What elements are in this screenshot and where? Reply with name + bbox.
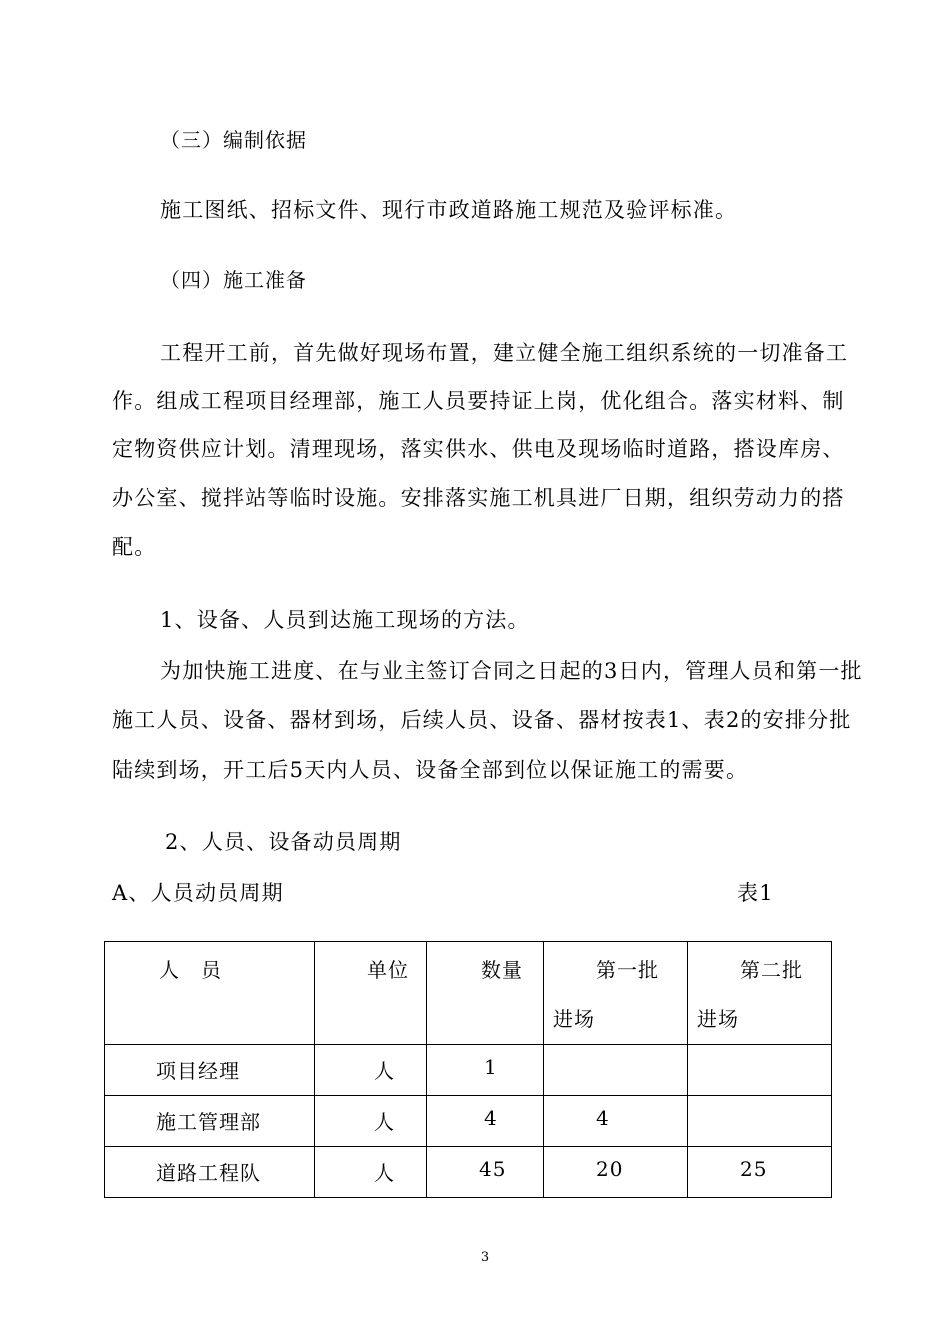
item-1-para-line-1: 为加快施工进度、在与业主签订合同之日起的3日内，管理人员和第一批 — [160, 659, 863, 683]
header-batch-2-line-1: 第二批 — [740, 958, 803, 982]
cell-personnel: 道路工程队 — [156, 1161, 261, 1185]
page-number: 3 — [480, 1250, 490, 1265]
section-4-heading: （四）施工准备 — [160, 268, 307, 292]
header-cell-batch-2 — [688, 942, 832, 1045]
section-4-para-line-5: 配。 — [112, 535, 157, 559]
cell-personnel: 施工管理部 — [156, 1110, 261, 1134]
section-3-heading: （三）编制依据 — [160, 128, 307, 152]
header-unit: 单位 — [367, 958, 409, 982]
cell-unit: 人 — [374, 1110, 395, 1134]
item-2-title: 2、人员、设备动员周期 — [165, 830, 402, 854]
table-row — [105, 1045, 832, 1096]
cell-personnel: 项目经理 — [156, 1059, 240, 1083]
cell-quantity: 45 — [479, 1157, 507, 1181]
header-batch-1-line-2: 进场 — [553, 1007, 595, 1031]
section-4-para-line-1: 工程开工前，首先做好现场布置，建立健全施工组织系统的一切准备工 — [160, 341, 849, 365]
section-3-body: 施工图纸、招标文件、现行市政道路施工规范及验评标准。 — [160, 198, 738, 222]
cell-quantity: 4 — [484, 1106, 498, 1130]
table-label: 表1 — [737, 881, 774, 905]
item-1-title: 1、设备、人员到达施工现场的方法。 — [160, 608, 530, 632]
cell-batch-2: 25 — [740, 1157, 768, 1181]
item-1-para-line-2: 施工人员、设备、器材到场，后续人员、设备、器材按表1、表2的安排分批 — [112, 708, 852, 732]
table-header-row — [105, 942, 832, 1045]
section-4-para-line-2: 作。组成工程项目经理部，施工人员要持证上岗，优化组合。落实材料、制 — [112, 389, 845, 413]
cell-unit: 人 — [374, 1161, 395, 1185]
item-1-para-line-3: 陆续到场，开工后5天内人员、设备全部到位以保证施工的需要。 — [112, 758, 749, 782]
header-quantity: 数量 — [481, 958, 523, 982]
cell-batch-1: 4 — [596, 1106, 610, 1130]
table-row — [105, 1096, 832, 1147]
header-cell-batch-1 — [544, 942, 688, 1045]
header-personnel: 人 员 — [159, 958, 222, 982]
header-cell-unit — [315, 942, 427, 1045]
table-row — [105, 1147, 832, 1198]
header-cell-personnel — [105, 942, 315, 1045]
section-4-para-line-3: 定物资供应计划。清理现场，落实供水、供电及现场临时道路，搭设库房、 — [112, 437, 845, 461]
cell-batch-1: 20 — [596, 1157, 624, 1181]
personnel-mobilization-table — [104, 941, 832, 1198]
cell-quantity: 1 — [484, 1055, 498, 1079]
sub-a-title: A、人员动员周期 — [112, 881, 284, 905]
header-batch-1-line-1: 第一批 — [596, 958, 659, 982]
cell-unit: 人 — [374, 1059, 395, 1083]
header-batch-2-line-2: 进场 — [697, 1007, 739, 1031]
header-cell-quantity — [427, 942, 544, 1045]
section-4-para-line-4: 办公室、搅拌站等临时设施。安排落实施工机具进厂日期，组织劳动力的搭 — [112, 486, 845, 510]
